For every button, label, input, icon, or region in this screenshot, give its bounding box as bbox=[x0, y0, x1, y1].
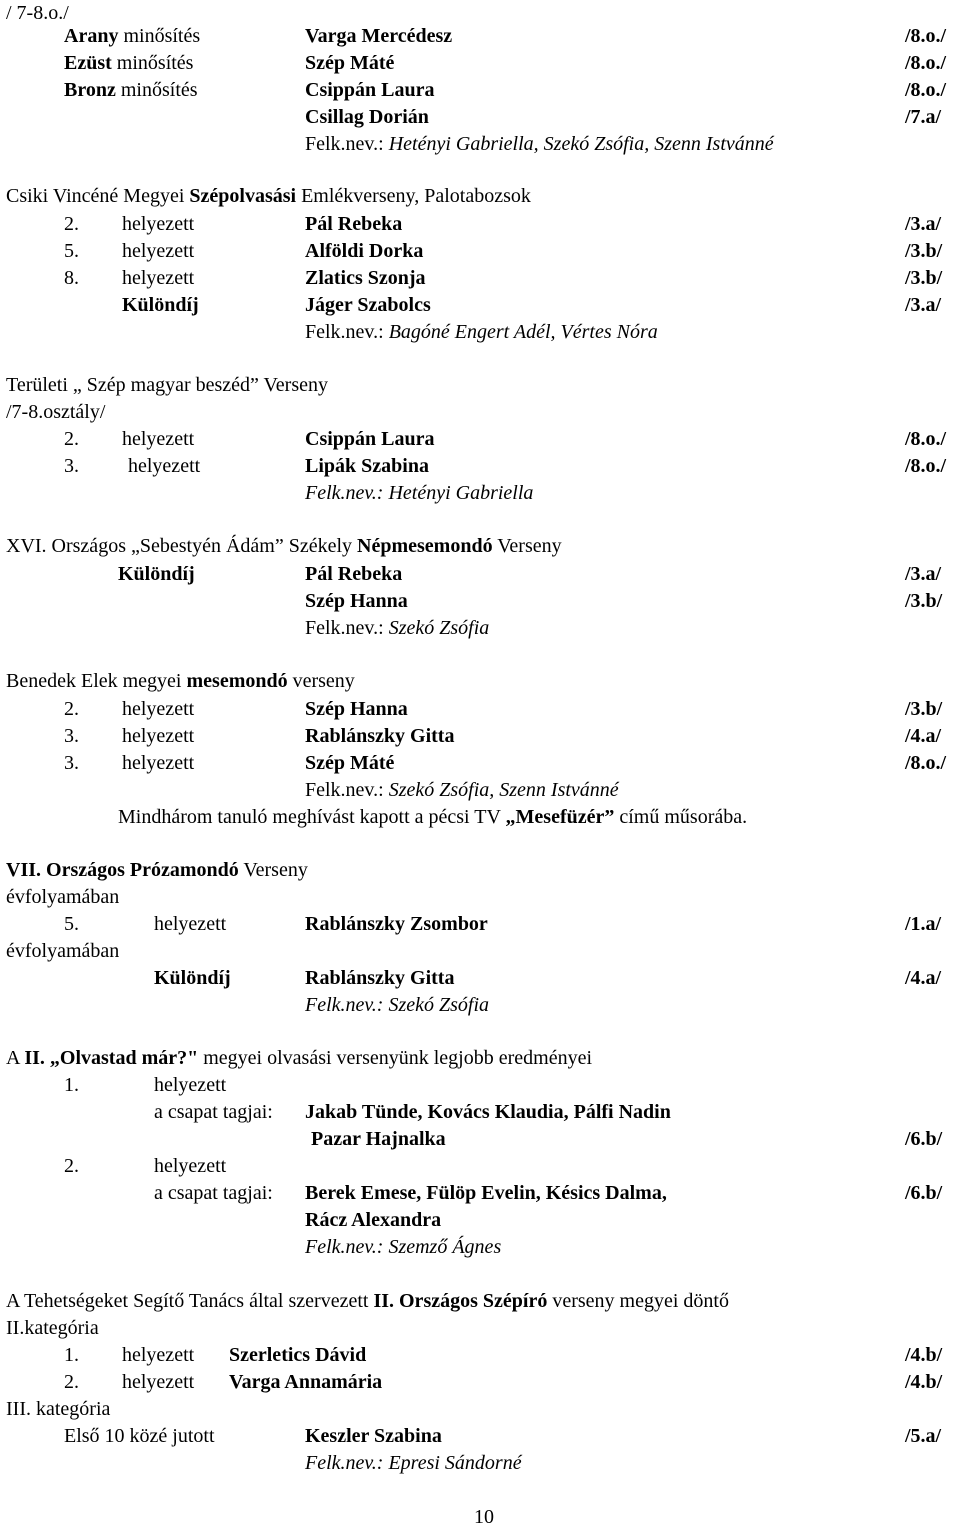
place-number: 2. bbox=[64, 1155, 79, 1177]
place-label: helyezett bbox=[122, 1371, 195, 1393]
rating-silver: Ezüst minősítés bbox=[64, 52, 194, 74]
teachers-line: Felk.nev.: Hetényi Gabriella, Szekó Zsófia, Szenn Istvánné bbox=[305, 133, 774, 155]
place-label: helyezett bbox=[122, 752, 195, 774]
student-name: Csillag Dorián bbox=[305, 106, 429, 128]
student-class: /3.b/ bbox=[905, 240, 943, 262]
student-class: /8.o./ bbox=[905, 428, 947, 450]
student-class: /3.a/ bbox=[905, 563, 942, 585]
competition-title: XVI. Országos „Sebestyén Ádám” Székely Népmesemondó Verseny bbox=[6, 535, 562, 557]
place-label: helyezett bbox=[154, 1074, 227, 1096]
page-header-class: / 7-8.o./ bbox=[6, 2, 69, 24]
student-name: Rablánszky Zsombor bbox=[305, 913, 488, 935]
student-class: /4.a/ bbox=[905, 725, 942, 747]
competition-title: A Tehetségeket Segítő Tanács által szervezett II. Országos Szépíró verseny megyei döntő bbox=[6, 1290, 729, 1312]
place-label: Első 10 közé jutott bbox=[64, 1425, 215, 1447]
competition-title: Területi „ Szép magyar beszéd” Verseny bbox=[6, 374, 328, 396]
student-name: Rablánszky Gitta bbox=[305, 967, 455, 989]
student-class: /4.b/ bbox=[905, 1344, 943, 1366]
student-name: Szép Máté bbox=[305, 752, 395, 774]
teachers-line: Felk.nev.: Epresi Sándorné bbox=[305, 1452, 522, 1474]
student-class: /3.a/ bbox=[905, 213, 942, 235]
team-members: Rácz Alexandra bbox=[305, 1209, 442, 1231]
grade-label: évfolyamában bbox=[6, 886, 120, 908]
student-class: /3.b/ bbox=[905, 698, 943, 720]
rating-gold: Arany minősítés bbox=[64, 25, 201, 47]
student-class: /7.a/ bbox=[905, 106, 942, 128]
student-name: Szép Hanna bbox=[305, 590, 408, 612]
place-number: 3. bbox=[64, 725, 79, 747]
place-label: helyezett bbox=[122, 698, 195, 720]
grade-label: évfolyamában bbox=[6, 940, 120, 962]
competition-title: A II. „Olvastad már?" megyei olvasási versenyünk legjobb eredményei bbox=[6, 1047, 593, 1069]
student-class: /3.b/ bbox=[905, 590, 943, 612]
team-members-label: a csapat tagjai: bbox=[154, 1101, 273, 1123]
student-name: Csippán Laura bbox=[305, 79, 435, 101]
rating-bronze: Bronz minősítés bbox=[64, 79, 198, 101]
student-class: /3.b/ bbox=[905, 267, 943, 289]
place-number: 5. bbox=[64, 913, 79, 935]
student-class: /8.o./ bbox=[905, 52, 947, 74]
teachers-line: Felk.nev.: Szemző Ágnes bbox=[305, 1236, 502, 1258]
teachers-line: Felk.nev.: Bagóné Engert Adél, Vértes Nóra bbox=[305, 321, 658, 343]
place-number: 2. bbox=[64, 428, 79, 450]
special-prize-label: Különdíj bbox=[118, 563, 195, 585]
student-class: /8.o./ bbox=[905, 79, 947, 101]
student-name: Alföldi Dorka bbox=[305, 240, 424, 262]
team-members: Berek Emese, Fülöp Evelin, Késics Dalma, bbox=[305, 1182, 667, 1204]
category-label: III. kategória bbox=[6, 1398, 111, 1420]
invitation-note: Mindhárom tanuló meghívást kapott a pécsi TV „Mesefüzér” című műsorába. bbox=[118, 806, 748, 828]
place-number: 3. bbox=[64, 752, 79, 774]
competition-subtitle: /7-8.osztály/ bbox=[6, 401, 106, 423]
student-name: Jáger Szabolcs bbox=[305, 294, 431, 316]
team-members: Pazar Hajnalka bbox=[311, 1128, 446, 1150]
student-name: Varga Mercédesz bbox=[305, 25, 453, 47]
student-name: Lipák Szabina bbox=[305, 455, 429, 477]
student-class: /4.b/ bbox=[905, 1371, 943, 1393]
special-prize-label: Különdíj bbox=[154, 967, 231, 989]
teachers-line: Felk.nev.: Szekó Zsófia, Szenn Istvánné bbox=[305, 779, 619, 801]
student-class: /6.b/ bbox=[905, 1128, 943, 1150]
place-number: 2. bbox=[64, 698, 79, 720]
competition-title: Csiki Vincéné Megyei Szépolvasási Emlékverseny, Palotabozsok bbox=[6, 185, 531, 207]
student-class: /8.o./ bbox=[905, 455, 947, 477]
place-label: helyezett bbox=[122, 725, 195, 747]
place-number: 5. bbox=[64, 240, 79, 262]
student-name: Rablánszky Gitta bbox=[305, 725, 455, 747]
teachers-line: Felk.nev.: Hetényi Gabriella bbox=[305, 482, 534, 504]
student-class: /1.a/ bbox=[905, 913, 942, 935]
page-number: 10 bbox=[474, 1506, 494, 1528]
student-class: /3.a/ bbox=[905, 294, 942, 316]
place-label: helyezett bbox=[122, 240, 195, 262]
competition-title: Benedek Elek megyei mesemondó verseny bbox=[6, 670, 355, 692]
category-label: II.kategória bbox=[6, 1317, 99, 1339]
student-name: Varga Annamária bbox=[229, 1371, 383, 1393]
student-class: /5.a/ bbox=[905, 1425, 942, 1447]
student-name: Keszler Szabina bbox=[305, 1425, 442, 1447]
place-number: 3. bbox=[64, 455, 79, 477]
student-class: /8.o./ bbox=[905, 25, 947, 47]
place-number: 1. bbox=[64, 1344, 79, 1366]
student-class: /8.o./ bbox=[905, 752, 947, 774]
student-name: Zlatics Szonja bbox=[305, 267, 426, 289]
place-label: helyezett bbox=[122, 1344, 195, 1366]
place-label: helyezett bbox=[154, 913, 227, 935]
place-label: helyezett bbox=[122, 213, 195, 235]
place-label: helyezett bbox=[122, 267, 195, 289]
place-number: 2. bbox=[64, 1371, 79, 1393]
teachers-line: Felk.nev.: Szekó Zsófia bbox=[305, 617, 490, 639]
student-name: Csippán Laura bbox=[305, 428, 435, 450]
place-number: 1. bbox=[64, 1074, 79, 1096]
place-label: helyezett bbox=[154, 1155, 227, 1177]
teachers-line: Felk.nev.: Szekó Zsófia bbox=[305, 994, 490, 1016]
student-class: /4.a/ bbox=[905, 967, 942, 989]
student-name: Szép Máté bbox=[305, 52, 395, 74]
team-members-label: a csapat tagjai: bbox=[154, 1182, 273, 1204]
student-name: Pál Rebeka bbox=[305, 563, 403, 585]
place-number: 8. bbox=[64, 267, 79, 289]
student-name: Szép Hanna bbox=[305, 698, 408, 720]
student-name: Szerletics Dávid bbox=[229, 1344, 367, 1366]
team-members: Jakab Tünde, Kovács Klaudia, Pálfi Nadin bbox=[305, 1101, 671, 1123]
place-label: helyezett bbox=[128, 455, 201, 477]
place-label: helyezett bbox=[122, 428, 195, 450]
place-number: 2. bbox=[64, 213, 79, 235]
student-name: Pál Rebeka bbox=[305, 213, 403, 235]
competition-title: VII. Országos Prózamondó Verseny bbox=[6, 859, 308, 881]
student-class: /6.b/ bbox=[905, 1182, 943, 1204]
special-prize-label: Különdíj bbox=[122, 294, 199, 316]
